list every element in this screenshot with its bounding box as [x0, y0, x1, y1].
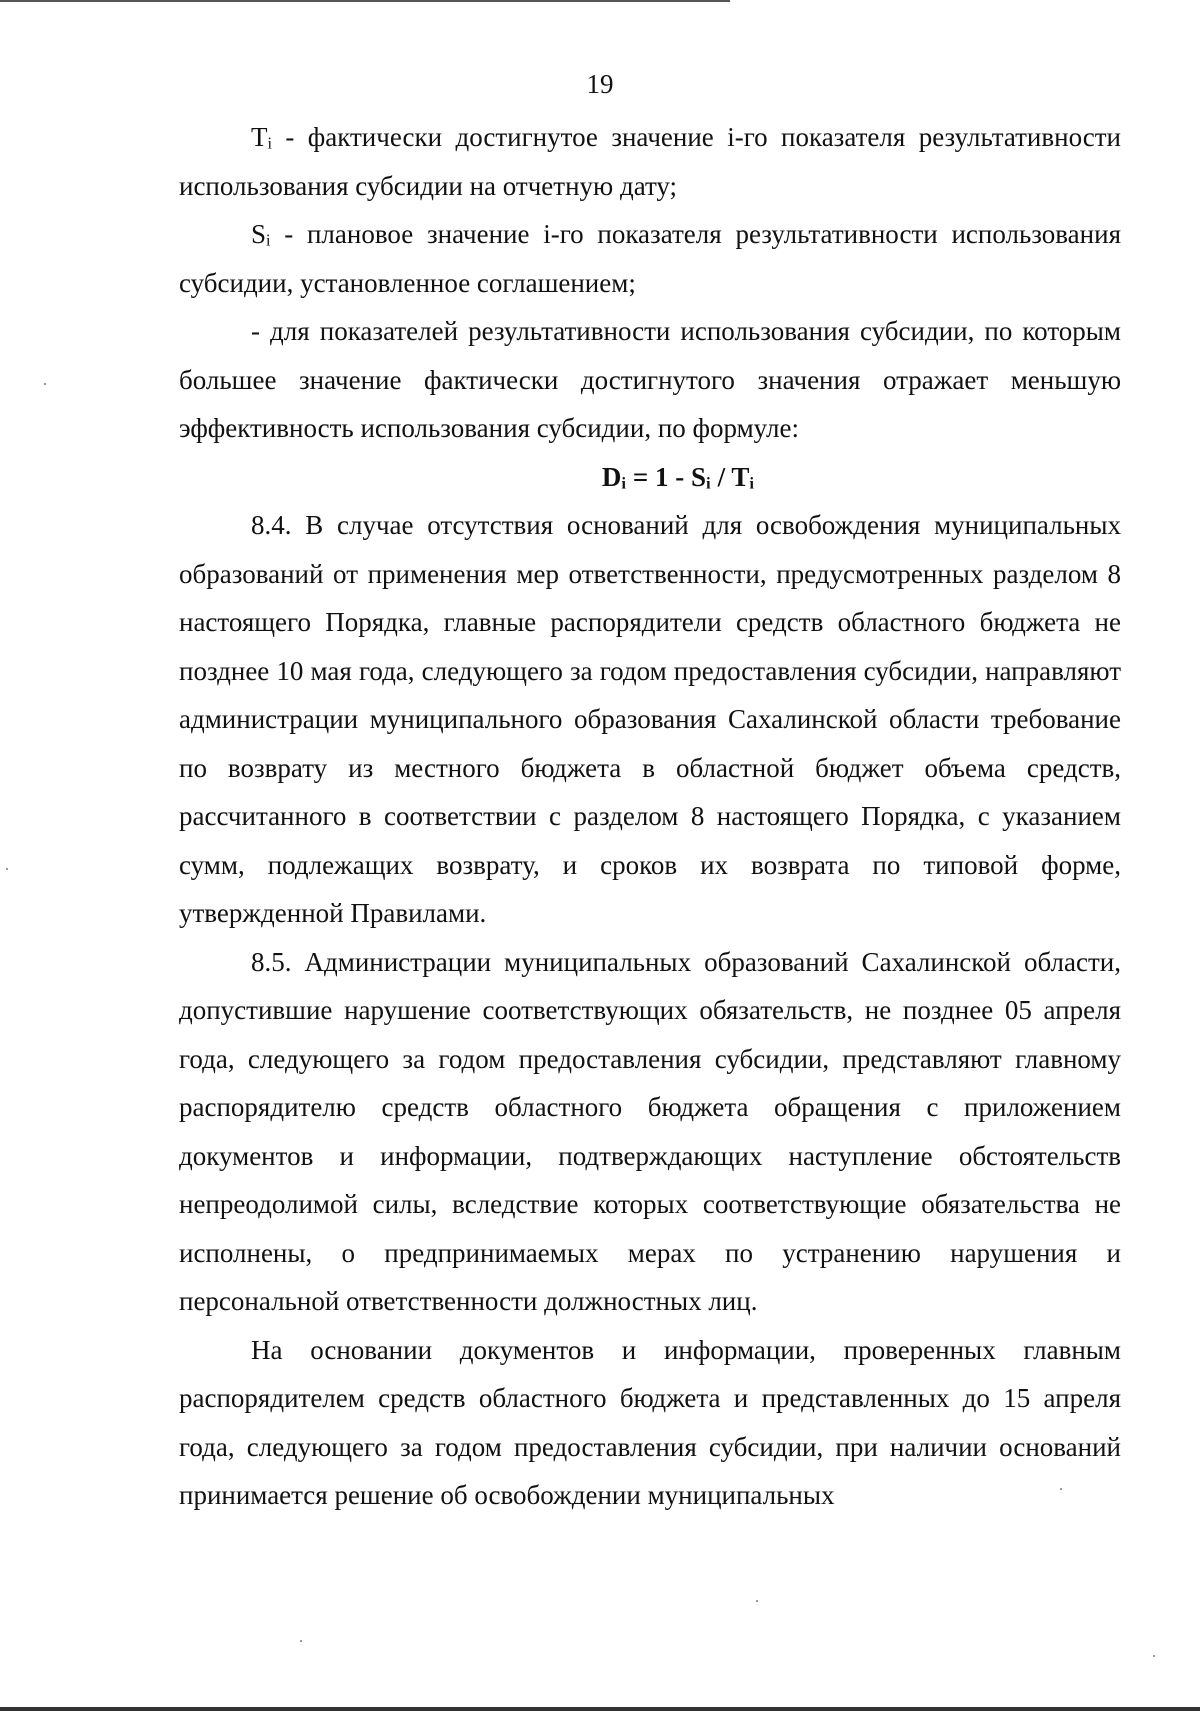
scan-edge-top	[0, 0, 730, 2]
formula: Dᵢ = 1 - Sᵢ / Tᵢ	[601, 461, 755, 492]
paragraph-ti-definition: Tᵢ - фактически достигнутое значение i-го показателя результативности использования субсидии на отчетную дату;	[179, 122, 1121, 201]
paragraph-8-5: 8.5. Администрации муниципальных образований Сахалинской области, допустившие нарушение соответствующих обязательств, не позднее 05 апреля года, следующего за годом предоставления субсидии, представляют главному распорядителю средств областного бюджета обращения с приложением документов и информации, подтверждающих наступление обстоятельств непреодолимой силы, вследствие которых соответствующие обязательства не исполнены, о предпринимаемых мерах по устранению нарушения и персональной ответственности должностных лиц.	[179, 946, 1121, 1316]
paragraph-8-4: 8.4. В случае отсутствия оснований для освобождения муниципальных образований от применения мер ответственности, предусмотренных разделом 8 настоящего Порядка, главные распорядители средств областного бюджета не позднее 10 мая года, следующего за годом предоставления субсидии, направляют администрации муниципального образования Сахалинской области требование по возврату из местного бюджета в областной бюджет объема средств, рассчитанного в соответствии с разделом 8 настоящего Порядка, с указанием сумм, подлежащих возврату, и сроков их возврата по типовой форме, утвержденной Правилами.	[179, 510, 1121, 928]
scan-speck	[756, 1600, 758, 1602]
paragraph-decision: На основании документов и информации, проверенных главным распорядителем средств областного бюджета и представленных до 15 апреля года, следующего за годом предоставления субсидии, при наличии оснований принимается решение об освобождении муниципальных	[179, 1334, 1121, 1510]
paragraph-formula-intro: - для показателей результативности использования субсидии, по которым большее значение фактически достигнутого значения отражает меньшую эффективность использования субсидии, по формуле:	[179, 316, 1121, 443]
scan-speck	[1153, 1655, 1155, 1657]
scan-edge-bottom	[0, 1707, 1200, 1711]
scan-speck	[44, 383, 46, 385]
scan-speck	[300, 1640, 302, 1642]
scan-speck	[1060, 1488, 1062, 1490]
document-body	[179, 113, 1121, 1520]
page-number: 19	[586, 69, 614, 99]
paragraph-si-definition: Sᵢ - плановое значение i-го показателя результативности использования субсидии, установленное соглашением;	[179, 219, 1121, 298]
scan-speck	[6, 868, 8, 870]
